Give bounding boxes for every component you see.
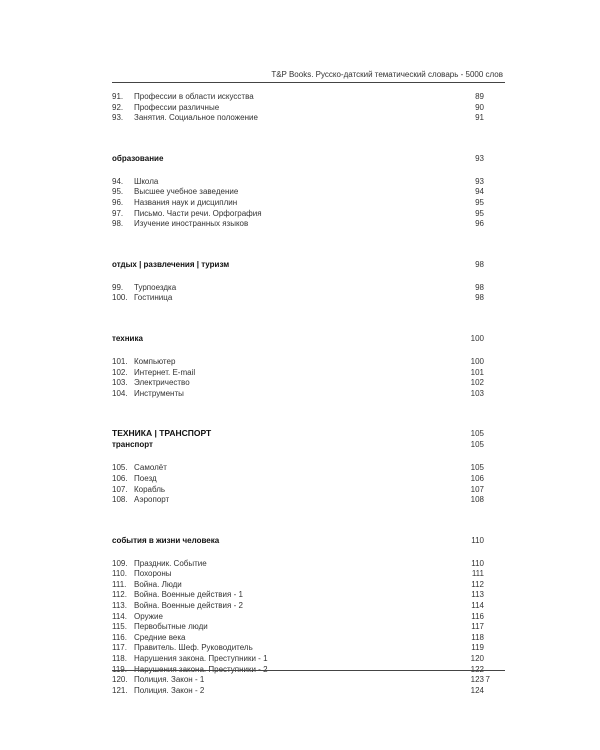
entry-number: 119. (112, 664, 127, 674)
entry-number: 106. (112, 473, 128, 483)
toc-entry (112, 495, 484, 506)
entry-number: 115. (112, 622, 127, 632)
toc-entry (112, 357, 484, 368)
toc-entry (112, 219, 484, 230)
entry-page: 118 (471, 632, 484, 642)
toc-entry (112, 187, 484, 198)
entry-number: 102. (112, 367, 128, 377)
running-header: T&P Books. Русско-датский тематический словарь - 5000 слов (271, 70, 503, 79)
section-heading (112, 439, 484, 450)
toc-entry (112, 103, 484, 114)
entry-number: 95. (112, 187, 124, 197)
header-rule (112, 82, 505, 83)
entry-title: Изучение иностранных языков (134, 219, 249, 229)
entry-number: 96. (112, 197, 124, 207)
entry-page: 119 (471, 643, 484, 653)
section-title: транспорт (112, 440, 153, 450)
entry-page: 98 (475, 282, 484, 292)
entry-page: 91 (475, 113, 484, 123)
toc-entry (112, 686, 484, 697)
entry-title: Электричество (134, 378, 190, 388)
entry-page: 105 (470, 463, 484, 473)
section-page: 110 (471, 535, 484, 545)
entry-page: 102 (470, 378, 484, 388)
entry-title: Оружие (134, 611, 163, 621)
toc-entry (112, 633, 484, 644)
entry-number: 117. (112, 643, 127, 653)
entry-title: Турпоездка (134, 282, 177, 292)
entry-title: Средние века (134, 632, 186, 642)
entry-number: 94. (112, 176, 124, 186)
entry-page: 100 (470, 356, 484, 366)
toc-entry (112, 389, 484, 400)
entry-number: 101. (112, 356, 128, 366)
entry-page: 98 (475, 293, 484, 303)
toc-entry (112, 293, 484, 304)
section-title: отдых | развлечения | туризм (112, 259, 230, 269)
entry-number: 105. (112, 463, 128, 473)
entry-title: Высшее учебное заведение (134, 187, 239, 197)
entry-title: Корабль (134, 484, 166, 494)
toc-entry (112, 92, 484, 103)
entry-page: 95 (475, 208, 484, 218)
toc-entry (112, 580, 484, 591)
section-page: 100 (470, 333, 484, 343)
entry-number: 110. (112, 569, 127, 579)
entry-page: 123 (470, 675, 484, 685)
entry-title: Нарушения закона. Преступники - 2 (134, 664, 268, 674)
entry-title: Аэропорт (134, 495, 170, 505)
entry-page: 107 (470, 484, 484, 494)
toc-entry (112, 113, 484, 124)
entry-title: Занятия. Социальное положение (134, 113, 258, 123)
entry-number: 98. (112, 219, 124, 229)
toc-entry (112, 209, 484, 220)
section-title: образование (112, 153, 164, 163)
toc-entry (112, 198, 484, 209)
entry-number: 114. (112, 611, 127, 621)
entry-title: Письмо. Части речи. Орфография (134, 208, 262, 218)
entry-title: Инструменты (134, 388, 184, 398)
entry-number: 120. (112, 675, 128, 685)
entry-page: 93 (475, 176, 484, 186)
toc-entry (112, 622, 484, 633)
section-page: 105 (470, 440, 484, 450)
entry-page: 112 (471, 579, 484, 589)
entry-number: 111. (112, 579, 127, 589)
entry-title: Интернет. E-mail (134, 367, 196, 377)
toc-entry (112, 559, 484, 570)
toc-entry (112, 378, 484, 389)
entry-page: 122 (470, 664, 484, 674)
entry-number: 99. (112, 282, 124, 292)
entry-page: 113 (471, 590, 484, 600)
entry-title: Поезд (134, 473, 157, 483)
entry-page: 101 (470, 367, 484, 377)
entry-title: Война. Военные действия - 1 (134, 590, 243, 600)
entry-title: Гостиница (134, 293, 173, 303)
entry-title: Нарушения закона. Преступники - 1 (134, 654, 268, 664)
entry-title: Самолёт (134, 463, 167, 473)
toc-entry (112, 675, 484, 686)
toc-entry (112, 463, 484, 474)
entry-number: 113. (112, 601, 127, 611)
toc-entry (112, 569, 484, 580)
entry-number: 103. (112, 378, 128, 388)
entry-number: 100. (112, 293, 128, 303)
entry-title: Похороны (134, 569, 172, 579)
entry-title: Названия наук и дисциплин (134, 197, 238, 207)
entry-page: 111 (471, 569, 484, 579)
entry-title: Первобытные люди (134, 622, 208, 632)
toc-entry (112, 612, 484, 623)
section-title: события в жизни человека (112, 535, 220, 545)
entry-number: 97. (112, 208, 124, 218)
entry-number: 118. (112, 654, 127, 664)
entry-title: Праздник. Событие (134, 558, 207, 568)
section-page: 98 (475, 259, 484, 269)
toc-entry (112, 177, 484, 188)
entry-page: 103 (470, 388, 484, 398)
entry-title: Полиция. Закон - 2 (134, 685, 205, 695)
entry-number: 116. (112, 632, 127, 642)
entry-number: 104. (112, 388, 128, 398)
chapter-heading (112, 428, 484, 439)
toc-entry (112, 590, 484, 601)
entry-title: Правитель. Шеф. Руководитель (134, 643, 253, 653)
entry-page: 114 (471, 601, 484, 611)
toc-entry (112, 368, 484, 379)
entry-page: 108 (470, 495, 484, 505)
entry-title: Война. Военные действия - 2 (134, 601, 243, 611)
section-heading (112, 535, 484, 546)
entry-title: Полиция. Закон - 1 (134, 675, 205, 685)
section-heading (112, 153, 484, 164)
entry-page: 106 (470, 473, 484, 483)
entry-number: 107. (112, 484, 128, 494)
entry-number: 112. (112, 590, 127, 600)
toc-entry (112, 601, 484, 612)
toc-entry (112, 474, 484, 485)
toc-entry (112, 283, 484, 294)
entry-page: 120 (470, 654, 484, 664)
entry-title: Война. Люди (134, 579, 182, 589)
toc-entry (112, 643, 484, 654)
entry-number: 92. (112, 102, 124, 112)
section-title: техника (112, 333, 143, 343)
entry-number: 91. (112, 92, 124, 101)
entry-number: 93. (112, 113, 124, 123)
entry-title: Компьютер (134, 356, 176, 366)
entry-page: 117 (471, 622, 484, 632)
entry-title: Профессии различные (134, 102, 220, 112)
entry-page: 110 (471, 558, 484, 568)
entry-title: Школа (134, 176, 159, 186)
entry-page: 116 (471, 611, 484, 621)
entry-page: 94 (475, 187, 484, 197)
entry-page: 89 (475, 92, 484, 101)
chapter-page: 105 (470, 429, 484, 439)
entry-number: 109. (112, 558, 128, 568)
footer-rule (112, 670, 505, 671)
entry-page: 96 (475, 219, 484, 229)
entry-title: Профессии в области искусства (134, 92, 254, 101)
entry-page: 95 (475, 197, 484, 207)
entry-page: 124 (470, 685, 484, 695)
section-heading (112, 333, 484, 344)
chapter-title: ТЕХНИКА | ТРАНСПОРТ (112, 428, 212, 439)
entry-number: 108. (112, 495, 128, 505)
entry-page: 90 (475, 102, 484, 112)
section-heading (112, 259, 484, 270)
entry-number: 121. (112, 685, 128, 695)
section-page: 93 (475, 153, 484, 163)
toc-entry (112, 654, 484, 665)
page-number: 7 (485, 675, 490, 684)
table-of-contents (112, 92, 484, 696)
toc-entry (112, 485, 484, 496)
